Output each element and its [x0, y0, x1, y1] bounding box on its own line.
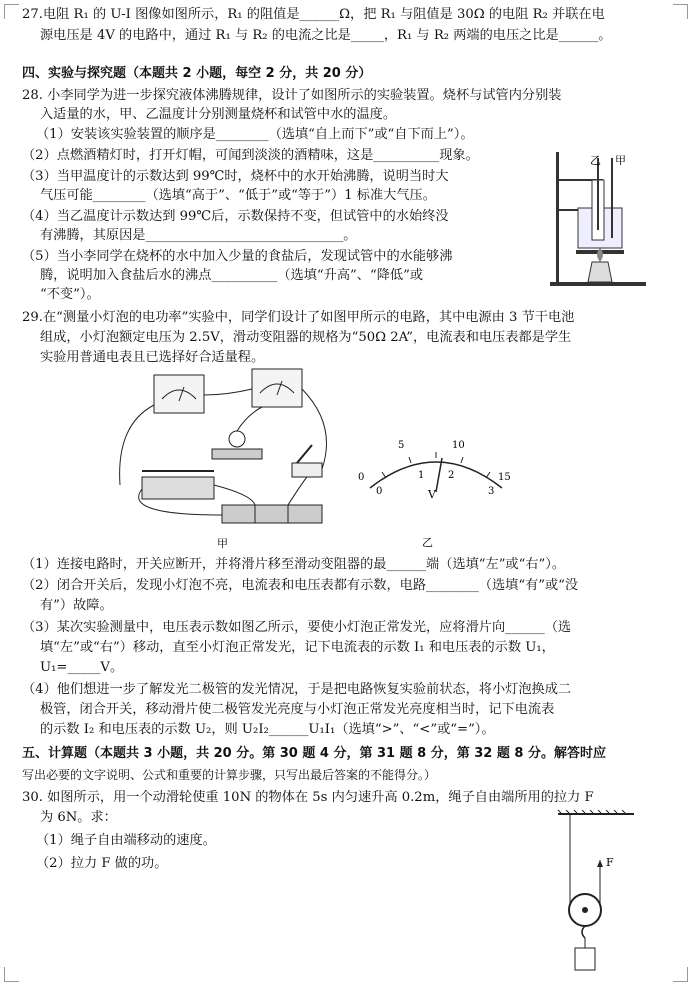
- dial-outer-tick-5: 5: [398, 440, 405, 451]
- text-line-1: 27.电阻 R₁ 的 U-I 图像如图所示，R₁ 的阻值是______Ω，把 R₁ 与阻值是 30Ω 的电阻 R₂ 并联在电: [22, 7, 605, 22]
- text-line-27: 五、计算题（本题共 3 小题，共 20 分。第 30 题 4 分，第 31 题 8 分，第 32 题 8 分。解答时应: [22, 746, 606, 761]
- text-line-29: 30. 如图所示，用一个动滑轮使重 10N 的物体在 5s 内匀速升高 0.2m，绳子自由端所用的拉力 F: [22, 790, 594, 805]
- dial-unit-label: V: [428, 488, 436, 501]
- meter-caption: 乙: [422, 536, 433, 549]
- text-line-15: 29.在“测量小灯泡的电功率”实验中，同学们设计了如图甲所示的电路，其中电源由 3 节干电池: [22, 310, 575, 325]
- crop-mark-top-right: [673, 4, 688, 19]
- text-line-9: 气压可能________（选填“高于”、“低于”或“等于”）1 标准大气压。: [40, 188, 436, 203]
- dial-inner-tick-2: 2: [448, 470, 455, 481]
- text-line-6: （1）安装该实验装置的顺序是________（选填“自上而下”或“自下而上”）。: [36, 127, 474, 142]
- text-line-11: 有沸腾，其原因是______________________________。: [40, 228, 357, 243]
- text-line-14: “不变”）。: [40, 287, 100, 302]
- text-line-3: 四、实验与探究题（本题共 2 小题，每空 2 分，共 20 分）: [22, 66, 372, 81]
- text-line-31: （1）绳子自由端移动的速度。: [36, 833, 216, 848]
- boiling-apparatus-figure: [548, 150, 648, 290]
- text-line-17: 实验用普通电表且已选择好合适量程。: [40, 350, 265, 365]
- text-line-2: 源电压是 4V 的电路中，通过 R₁ 与 R₂ 的电流之比是_____，R₁ 与 R₂ 两端的电压之比是______。: [40, 28, 612, 43]
- text-line-10: （4）当乙温度计示数达到 99℃后，示数保持不变，但试管中的水始终没: [22, 209, 449, 224]
- text-line-7: （2）点燃酒精灯时，打开灯帽，可闻到淡淡的酒精味，这是__________现象。: [22, 148, 479, 163]
- pulley-force-label: F: [606, 856, 614, 869]
- text-line-19: （2）闭合开关后，发现小灯泡不亮，电流表和电压表都有示数，电路________（选填“有”或“没: [22, 578, 579, 593]
- text-line-23: U₁=_____V。: [40, 660, 124, 675]
- crop-mark-top-left: [4, 4, 19, 19]
- text-line-32: （2）拉力 F 做的功。: [36, 856, 168, 871]
- text-line-13: 腾，说明加入食盐后水的沸点__________（选填“升高”、“降低”或: [40, 268, 424, 283]
- dial-outer-tick-15: 15: [498, 472, 511, 483]
- text-line-30: 为 6N。求：: [40, 810, 117, 825]
- voltmeter-dial-figure: [356, 432, 516, 550]
- thermometer-yi-label: 乙: [590, 154, 601, 167]
- text-line-24: （4）他们想进一步了解发光二极管的发光情况，于是把电路恢复实验前状态，将小灯泡换成二: [22, 682, 572, 697]
- text-line-8: （3）当甲温度计的示数达到 99℃时，烧杯中的水开始沸腾，说明当时大: [22, 169, 449, 184]
- text-line-21: （3）某次实验测量中，电压表示数如图乙所示，要使小灯泡正常发光，应将滑片向______（选: [22, 620, 572, 635]
- dial-inner-tick-1: 1: [418, 470, 425, 481]
- text-line-16: 组成，小灯泡额定电压为 2.5V，滑动变阻器的规格为“50Ω 2A”，电流表和电压表都是学生: [40, 330, 572, 345]
- text-line-18: （1）连接电路时，开关应断开，并将滑片移至滑动变阻器的最______端（选填“左”或“右”）。: [22, 557, 566, 572]
- text-line-28: 写出必要的文字说明、公式和重要的计算步骤，只写出最后答案的不能得分。）: [22, 768, 437, 782]
- dial-inner-tick-3: 3: [488, 486, 495, 497]
- dial-outer-tick-10: 10: [452, 440, 465, 451]
- circuit-caption: 甲: [217, 537, 228, 550]
- text-line-22: 填“左”或“右”）移动，直至小灯泡正常发光，记下电流表的示数 I₁ 和电压表的示数 U₁，: [40, 640, 555, 655]
- text-line-5: 入适量的水，甲、乙温度计分别测量烧杯和试管中水的温度。: [40, 107, 397, 122]
- circuit-figure: [112, 365, 342, 550]
- crop-mark-bottom-right: [673, 967, 688, 982]
- text-line-26: 的示数 I₂ 和电压表的示数 U₂，则 U₂I₂______U₁I₁（选填“>”、“<”或“=”）。: [40, 722, 495, 737]
- dial-inner-tick-0: 0: [376, 486, 383, 497]
- text-line-12: （5）当小李同学在烧杯的水中加入少量的食盐后，发现试管中的水能够沸: [22, 249, 453, 264]
- text-line-25: 极管，闭合开关，移动滑片使二极管发光亮度与小灯泡正常发光亮度相当时，记下电流表: [40, 702, 555, 717]
- dial-outer-tick-0: 0: [358, 472, 365, 483]
- crop-mark-bottom-left: [4, 967, 19, 982]
- text-line-4: 28. 小李同学为进一步探究液体沸腾规律，设计了如图所示的实验装置。烧杯与试管内分别装: [22, 88, 562, 103]
- text-line-20: 有”）故障。: [40, 598, 113, 613]
- pulley-figure: [556, 810, 636, 978]
- thermometer-jia-label: 甲: [615, 154, 626, 167]
